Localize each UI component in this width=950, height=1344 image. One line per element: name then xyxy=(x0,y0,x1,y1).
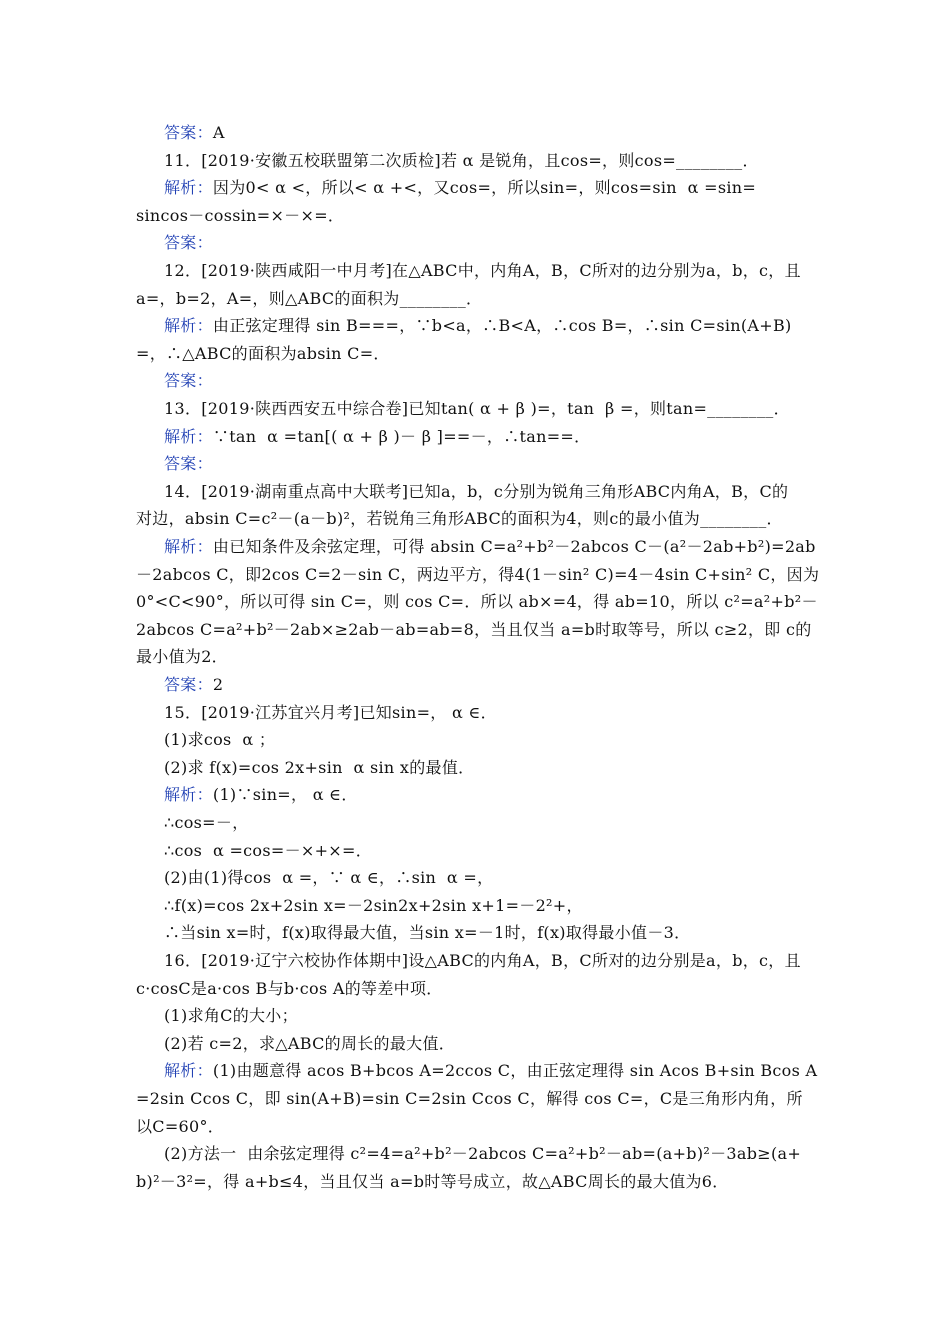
question-part: (1)求角C的大小； xyxy=(164,1006,298,1026)
analysis-continuation: sincos－cossin=×－×=． xyxy=(136,205,345,225)
question-14: 14．[2019·湖南重点高中大联考]已知a，b，c分别为锐角三角形ABC内角A，B，C的 xyxy=(164,481,789,501)
question-15: 15．[2019·江苏宜兴月考]已知sin=， α ∈． xyxy=(164,702,497,722)
solution-step: ∴cos=－， xyxy=(164,813,249,832)
analysis-line: 解析：(1)由题意得 acos B+bcos A=2ccos C，由正弦定理得 sin Acos B+sin Bcos A xyxy=(164,1061,818,1081)
answer-line: 答案： xyxy=(164,371,213,391)
question-11: 11．[2019·安徽五校联盟第二次质检]若 α 是锐角，且cos=，则cos=________． xyxy=(164,150,759,170)
answer-line: 答案： xyxy=(164,454,213,474)
analysis-line: 解析：∵tan α =tan[( α + β )－ β ]==－，∴tan==． xyxy=(164,426,591,446)
solution-step: (2)方法一 由余弦定理得 c²=4=a²+b²－2abcos C=a²+b²－ab=(a+b)²－3ab≥(a+ xyxy=(164,1144,802,1164)
analysis-continuation: =，∴△ABC的面积为absin C=． xyxy=(136,343,390,363)
answer-line: 答案： xyxy=(164,233,213,253)
question-continuation: a=，b=2，A=，则△ABC的面积为________． xyxy=(136,288,483,308)
solution-step: ∴f(x)=cos 2x+2sin x=－2sin2x+2sin x+1=－2²+， xyxy=(164,895,583,915)
question-16: 16．[2019·辽宁六校协作体期中]设△ABC的内角A，B，C所对的边分别是a，b，c，且 xyxy=(164,951,801,970)
answer-line: 答案：2 xyxy=(164,675,224,694)
solution-step: (2)由(1)得cos α =，∵ α ∈，∴sin α =， xyxy=(164,868,494,888)
analysis-continuation: －2abcos C，即2cos C=2－sin C，两边平方，得4(1－sin² C)=4－4sin C+sin² C，因为 xyxy=(136,564,820,584)
answer-line: 答案：A xyxy=(164,123,225,142)
analysis-line: 解析：由已知条件及余弦定理，可得 absin C=a²+b²－2abcos C－(a²－2ab+b²)=2ab xyxy=(164,537,816,556)
question-continuation: c·cosC是a·cos B与b·cos A的等差中项． xyxy=(136,978,443,998)
question-part: (1)求cos α ； xyxy=(164,730,276,750)
question-12: 12．[2019·陕西咸阳一中月考]在△ABC中，内角A，B，C所对的边分别为a，b，c，且 xyxy=(164,261,801,280)
question-continuation: 对边，absin C=c²－(a－b)²，若锐角三角形ABC的面积为4，则c的最小值为________． xyxy=(136,509,783,529)
analysis-line: 解析：因为0< α <，所以< α +<，又cos=，所以sin=，则cos=sin α =sin= xyxy=(164,178,757,198)
analysis-continuation: 最小值为2． xyxy=(136,647,228,667)
analysis-continuation: b)²－3²=，得 a+b≤4，当且仅当 a=b时等号成立，故△ABC周长的最大值为6． xyxy=(136,1171,729,1191)
analysis-continuation: 2abcos C=a²+b²－2ab×≥2ab－ab=ab=8，当且仅当 a=b时取等号，所以 c≥2，即 c的 xyxy=(136,619,812,639)
analysis-continuation: 0°<C<90°，所以可得 sin C=，则 cos C=．所以 ab×=4，得 ab=10，所以 c²=a²+b²－ xyxy=(136,592,818,612)
solution-step: ∴cos α =cos=－×+×=． xyxy=(164,840,372,860)
analysis-line: 解析：由正弦定理得 sin B===，∵b<a，∴B<A，∴cos B=，∴sin C=sin(A+B) xyxy=(164,316,792,336)
solution-step: ∴当sin x=时，f(x)取得最大值，当sin x=－1时，f(x)取得最小值－3． xyxy=(164,923,691,943)
question-13: 13．[2019·陕西西安五中综合卷]已知tan( α + β )=，tan β =，则tan=________． xyxy=(164,399,790,418)
question-part: (2)若 c=2，求△ABC的周长的最大值． xyxy=(164,1033,456,1053)
analysis-continuation: 以C=60°． xyxy=(136,1116,225,1136)
analysis-continuation: =2sin Ccos C，即 sin(A+B)=sin C=2sin Ccos C，解得 cos C=，C是三角形内角，所 xyxy=(136,1089,803,1108)
analysis-line: 解析：(1)∵sin=， α ∈． xyxy=(164,785,358,805)
question-part: (2)求 f(x)=cos 2x+sin α sin x的最值． xyxy=(164,757,475,777)
